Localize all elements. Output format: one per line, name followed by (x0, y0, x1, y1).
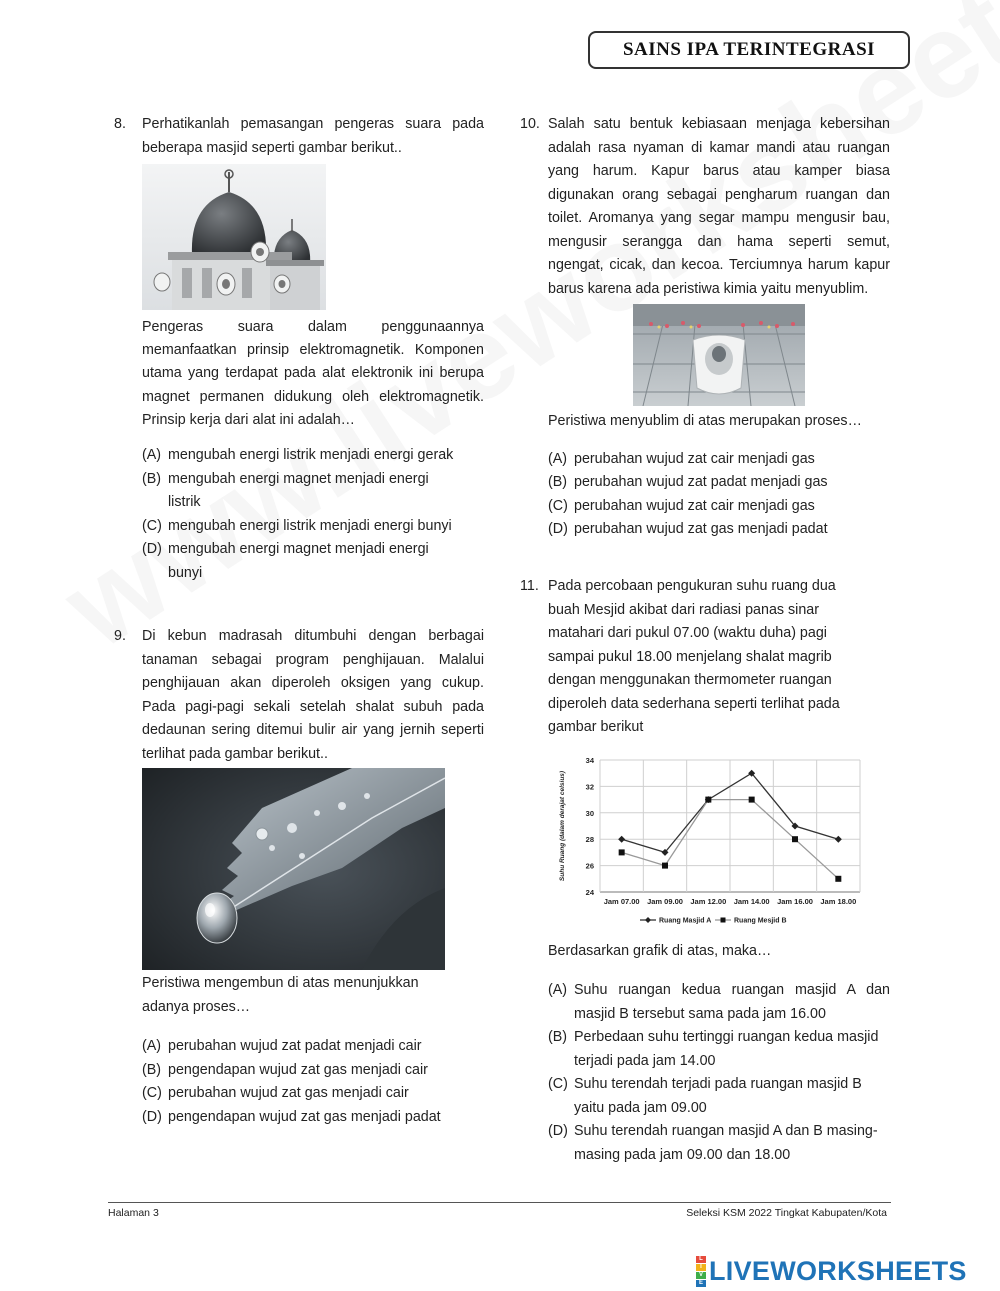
x-tick-label: Jam 18.00 (820, 896, 857, 906)
data-point-b (662, 862, 668, 868)
legend-marker (721, 917, 726, 922)
squat-toilet-image (633, 304, 805, 406)
temperature-chart (548, 752, 870, 936)
option-b[interactable]: (B) perubahan wujud zat padat menjadi gas (548, 474, 828, 490)
question-intro: Perhatikanlah pemasangan pengeras suara pada beberapa masjid seperti gambar berikut.. (142, 116, 484, 156)
y-tick-label: 34 (585, 755, 594, 765)
dew-drop-leaf-image (142, 768, 445, 970)
question-10 (520, 113, 890, 542)
question-body: Peristiwa mengembun di atas menunjukkan adanya proses… (142, 975, 419, 1015)
option-d[interactable]: (D) perubahan wujud zat gas menjadi padat (548, 521, 828, 537)
option-c[interactable]: (C) perubahan wujud zat gas menjadi cair (142, 1085, 409, 1101)
data-point-b (792, 836, 798, 842)
logo-letter-i: I (696, 1264, 706, 1271)
data-point-b (835, 875, 841, 881)
option-c[interactable]: (C) mengubah energi listrik menjadi energi bunyi (142, 517, 452, 534)
question-intro: Salah satu bentuk kebiasaan menjaga kebersihan adalah rasa nyaman di kamar mandi atau ruangan yang harum. Kapur barus atau kamper biasa digunakan orang sebagai pengharum ruangan dan toilet. Aromanya yang segar mampu mengusir bau, mengusir serangga dan hama seperti semut, ngengat, cicak, dan kecoa. Terciumnya harum kapur barus karena ada peristiwa kimia yaitu menyublim. (548, 116, 890, 297)
answer-options (142, 444, 484, 585)
legend-label: Ruang Mesjid B (734, 917, 787, 924)
option-a[interactable]: (A) perubahan wujud zat cair menjadi gas (548, 450, 815, 467)
temperature-line-chart (548, 752, 870, 936)
data-point-b (705, 796, 711, 802)
x-tick-label: Jam 07.00 (603, 896, 640, 906)
x-tick-label: Jam 12.00 (690, 896, 727, 906)
question-number: 10. (520, 116, 540, 132)
logo-letter-e: E (696, 1280, 706, 1287)
y-tick-label: 32 (585, 781, 594, 791)
answer-options (548, 979, 890, 1167)
question-intro: Pada percobaan pengukuran suhu ruang dua buah Mesjid akibat dari radiasi panas sinar matahari dari pukul 07.00 (waktu duha) pagi sampai pukul 18.00 menjelang shalat magrib dengan menggunakan thermometer ruangan diperoleh data sederhana seperti terlihat pada gambar berikut (548, 578, 840, 735)
data-point-b (619, 849, 625, 855)
x-tick-label: Jam 09.00 (647, 896, 683, 906)
question-9 (114, 625, 484, 1129)
question-11 (520, 575, 890, 1167)
option-a[interactable]: (A) perubahan wujud zat padat menjadi cair (142, 1038, 422, 1054)
data-point-a (618, 835, 625, 842)
question-body: Pengeras suara dalam penggunaannya memanfaatkan prinsip elektromagnetik. Komponen utama yang terdapat pada alat elektronik ini berupa magnet permanen didukung oleh elektromagnetik. Prinsip kerja dari alat ini adalah… (142, 319, 484, 428)
data-point-a (835, 835, 842, 842)
y-tick-label: 26 (585, 861, 594, 871)
question-intro: Di kebun madrasah ditumbuhi dengan berbagai tanaman sebagai program penghijauan. Malalui penghijauan akan diperoleh oksigen yang cukup. Pada pagi-pagi sekali setelah shalat subuh pada dedaunan sering ditemui bulir air yang jernih seperti terlihat pada gambar berikut.. (142, 628, 484, 762)
question-body: Berdasarkan grafik di atas, maka… (548, 942, 772, 959)
option-b[interactable]: (B) Perbedaan suhu tertinggi ruangan kedua masjid terjadi pada jam 14.00 (548, 1029, 879, 1069)
liveworksheets-logo[interactable] (696, 1256, 967, 1287)
y-axis-label: Suhu Ruang (dalam derajat celsius) (559, 770, 566, 881)
option-b[interactable]: (B) mengubah energi magnet menjadi energi listrik (142, 470, 429, 511)
question-number: 11. (520, 578, 539, 594)
answer-options (142, 1035, 484, 1129)
option-a[interactable]: (A) Suhu ruangan kedua ruangan masjid A dan masjid B tersebut sama pada jam 16.00 (548, 982, 890, 1022)
option-b[interactable]: (B) pengendapan wujud zat gas menjadi cair (142, 1061, 428, 1078)
data-point-b (749, 796, 755, 802)
logo-letter-l: L (696, 1256, 706, 1263)
page-number: Halaman 3 (108, 1207, 159, 1219)
y-tick-label: 24 (585, 887, 594, 897)
y-tick-label: 28 (585, 834, 594, 844)
x-tick-label: Jam 16.00 (777, 896, 813, 906)
logo-letter-blocks (696, 1256, 706, 1287)
logo-text: LIVEWORKSHEETS (709, 1256, 967, 1286)
option-c[interactable]: (C) perubahan wujud zat cair menjadi gas (548, 497, 815, 514)
y-tick-label: 30 (585, 808, 594, 818)
legend-label: Ruang Masjid A (659, 917, 712, 924)
legend-marker (645, 917, 651, 923)
question-body: Peristiwa menyublim di atas merupakan proses… (548, 413, 862, 429)
option-d[interactable]: (D) mengubah energi magnet menjadi energi bunyi (142, 541, 429, 581)
question-8 (114, 113, 484, 585)
option-a[interactable]: (A) mengubah energi listrik menjadi energi gerak (142, 447, 454, 464)
question-number: 8. (114, 116, 126, 132)
option-c[interactable]: (C) Suhu terendah terjadi pada ruangan masjid B yaitu pada jam 09.00 (548, 1076, 862, 1116)
answer-options (548, 448, 890, 542)
section-title: SAINS IPA TERINTEGRASI (588, 31, 910, 69)
logo-letter-v: V (696, 1272, 706, 1279)
mosque-loudspeaker-image (142, 164, 326, 310)
footer-divider (108, 1202, 891, 1203)
option-d[interactable]: (D) Suhu terendah ruangan masjid A dan B masing-masing pada jam 09.00 dan 18.00 (548, 1123, 878, 1163)
option-d[interactable]: (D) pengendapan wujud zat gas menjadi padat (142, 1108, 441, 1125)
question-number: 9. (114, 628, 126, 644)
exam-label: Seleksi KSM 2022 Tingkat Kabupaten/Kota (686, 1207, 887, 1219)
x-tick-label: Jam 14.00 (733, 896, 770, 906)
